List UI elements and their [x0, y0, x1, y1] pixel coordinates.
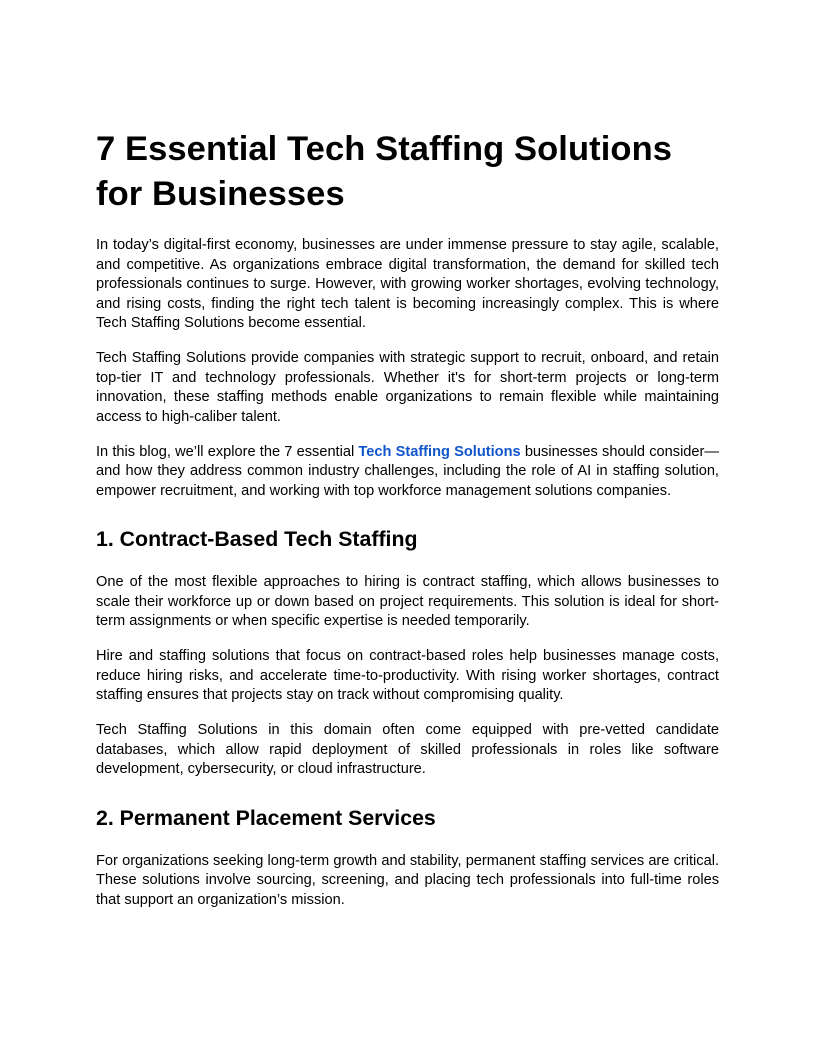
section-1-paragraph-2: Hire and staffing solutions that focus on contract-based roles help businesses manage costs, reduce hiring risks, and accelerate time-to-productivity. With rising worker shortages, contract staffing ensures that projects stay on track without compromising quality. — [96, 648, 719, 703]
page-title: 7 Essential Tech Staffing Solutions for Businesses — [96, 130, 673, 213]
section-heading-contract-staffing: 1. Contract-Based Tech Staffing — [96, 527, 418, 551]
intro-text-after-link: businesses should consider—and how they address common industry challenges, including the role of AI in staffing solution, empower recruitment, and working with top workforce management solutions companies. — [96, 443, 719, 499]
intro-paragraph-3 — [96, 443, 719, 502]
intro-text-before-link: In this blog, we’ll explore the 7 essential — [96, 443, 359, 460]
intro-paragraph-2: Tech Staffing Solutions provide companies with strategic support to recruit, onboard, and retain top-tier IT and technology professionals. Whether it's for short-term projects or long-term innovation, these staffing methods enable organizations to remain flexible while maintaining access to high-caliber talent. — [96, 350, 719, 425]
intro-paragraph-1: In today’s digital-first economy, businesses are under immense pressure to stay agile, scalable, and competitive. As organizations embrace digital transformation, the demand for skilled tech professionals continues to surge. However, with growing worker shortages, evolving technology, and rising costs, finding the right tech talent is becoming increasingly complex. This is where Tech Staffing Solutions become essential. — [96, 237, 719, 331]
document-page — [96, 127, 719, 926]
section-heading-permanent-placement: 2. Permanent Placement Services — [96, 805, 436, 830]
section-1-paragraph-1: One of the most flexible approaches to hiring is contract staffing, which allows businesses to scale their workforce up or down based on project requirements. This solution is ideal for short-term assignments or when specific expertise is needed temporarily. — [96, 574, 719, 629]
section-2-paragraph-1: For organizations seeking long-term growth and stability, permanent staffing services are critical. These solutions involve sourcing, screening, and placing tech professionals into full-time roles that support an organization’s mission. — [96, 852, 719, 908]
section-1-paragraph-3: Tech Staffing Solutions in this domain often come equipped with pre-vetted candidate databases, which allow rapid deployment of skilled professionals in roles like software development, cybersecurity, or cloud infrastructure. — [96, 722, 719, 777]
tech-staffing-solutions-link[interactable]: Tech Staffing Solutions — [358, 443, 521, 460]
